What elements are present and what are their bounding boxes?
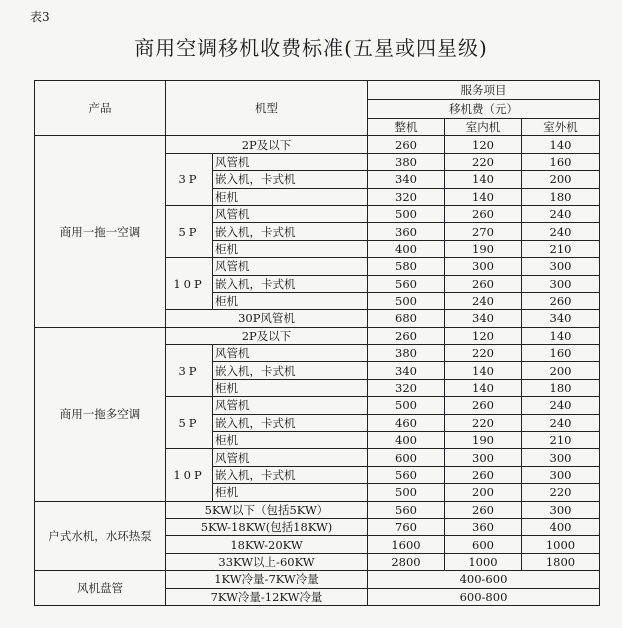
table-row: [35, 571, 600, 588]
model-cell: 嵌入机，卡式机: [213, 466, 368, 483]
model-cell: 5KW-18KW(包括18KW): [166, 518, 368, 535]
value-cell: 140: [445, 362, 522, 379]
model-cell: 30P风管机: [166, 310, 368, 327]
header-model: 机型: [166, 81, 368, 136]
value-cell: 560: [368, 275, 445, 292]
value-cell: 200: [522, 171, 600, 188]
value-cell: 190: [445, 432, 522, 449]
fee-table: [34, 80, 600, 606]
value-cell: 240: [522, 205, 600, 222]
value-cell: 760: [368, 518, 445, 535]
value-cell: 260: [445, 466, 522, 483]
value-cell: 560: [368, 501, 445, 518]
table-label: 表3: [30, 10, 50, 24]
value-cell: 270: [445, 223, 522, 240]
model-cell: 柜机: [213, 484, 368, 501]
model-cell: 33KW以上-60KW: [166, 553, 368, 570]
sub-capacity-cell: 3P: [166, 345, 213, 397]
model-cell: 嵌入机，卡式机: [213, 223, 368, 240]
value-cell: 500: [368, 205, 445, 222]
value-cell: 600: [445, 536, 522, 553]
value-cell: 210: [522, 240, 600, 257]
value-cell: 180: [522, 188, 600, 205]
value-cell: 1000: [445, 553, 522, 570]
value-cell: 1000: [522, 536, 600, 553]
model-cell: 柜机: [213, 379, 368, 396]
value-cell: 120: [445, 136, 522, 153]
model-cell: 风管机: [213, 345, 368, 362]
sub-capacity-cell: 5P: [166, 205, 213, 257]
value-cell: 200: [522, 362, 600, 379]
value-cell: 300: [522, 466, 600, 483]
value-cell: 240: [522, 414, 600, 431]
value-cell: 260: [445, 275, 522, 292]
value-cell: 160: [522, 153, 600, 170]
model-cell: 风管机: [213, 153, 368, 170]
value-cell: 260: [445, 397, 522, 414]
merged-value-cell: 400-600: [368, 571, 600, 588]
value-cell: 600: [368, 449, 445, 466]
value-cell: 120: [445, 327, 522, 344]
table-row: [35, 136, 600, 153]
value-cell: 140: [445, 379, 522, 396]
model-cell: 柜机: [213, 188, 368, 205]
product-cell: 商用一拖多空调: [35, 327, 166, 501]
value-cell: 220: [522, 484, 600, 501]
value-cell: 500: [368, 397, 445, 414]
value-cell: 140: [445, 171, 522, 188]
value-cell: 180: [522, 379, 600, 396]
header-col-outdoor: 室外机: [522, 119, 600, 136]
value-cell: 380: [368, 345, 445, 362]
value-cell: 680: [368, 310, 445, 327]
value-cell: 560: [368, 466, 445, 483]
value-cell: 300: [522, 258, 600, 275]
value-cell: 200: [445, 484, 522, 501]
sub-capacity-cell: 3P: [166, 153, 213, 205]
table-row: [35, 501, 600, 518]
value-cell: 240: [522, 223, 600, 240]
value-cell: 210: [522, 432, 600, 449]
header-col-indoor: 室内机: [445, 119, 522, 136]
product-cell: 风机盘管: [35, 571, 166, 606]
value-cell: 2800: [368, 553, 445, 570]
value-cell: 360: [368, 223, 445, 240]
document-title: 商用空调移机收费标准(五星或四星级): [134, 36, 488, 60]
value-cell: 190: [445, 240, 522, 257]
model-cell: 5KW以下（包括5KW）: [166, 501, 368, 518]
model-cell: 风管机: [213, 258, 368, 275]
value-cell: 400: [368, 432, 445, 449]
value-cell: 400: [522, 518, 600, 535]
value-cell: 1600: [368, 536, 445, 553]
model-cell: 风管机: [213, 397, 368, 414]
value-cell: 500: [368, 484, 445, 501]
value-cell: 400: [368, 240, 445, 257]
value-cell: 340: [522, 310, 600, 327]
model-cell: 2P及以下: [166, 327, 368, 344]
model-cell: 嵌入机，卡式机: [213, 171, 368, 188]
value-cell: 240: [445, 292, 522, 309]
value-cell: 340: [368, 362, 445, 379]
value-cell: 160: [522, 345, 600, 362]
value-cell: 300: [445, 449, 522, 466]
value-cell: 460: [368, 414, 445, 431]
value-cell: 300: [522, 449, 600, 466]
model-cell: 柜机: [213, 432, 368, 449]
value-cell: 140: [522, 136, 600, 153]
value-cell: 320: [368, 188, 445, 205]
value-cell: 260: [522, 292, 600, 309]
value-cell: 260: [368, 136, 445, 153]
value-cell: 300: [445, 258, 522, 275]
header-col-whole: 整机: [368, 119, 445, 136]
value-cell: 260: [368, 327, 445, 344]
header-product: 产品: [35, 81, 166, 136]
model-cell: 风管机: [213, 205, 368, 222]
model-cell: 风管机: [213, 449, 368, 466]
value-cell: 300: [522, 275, 600, 292]
model-cell: 18KW-20KW: [166, 536, 368, 553]
value-cell: 340: [445, 310, 522, 327]
sub-capacity-cell: 5P: [166, 397, 213, 449]
value-cell: 300: [522, 501, 600, 518]
value-cell: 360: [445, 518, 522, 535]
header-service: 服务项目: [368, 81, 600, 100]
value-cell: 240: [522, 397, 600, 414]
value-cell: 260: [445, 205, 522, 222]
header-row-1: [35, 81, 600, 100]
model-cell: 2P及以下: [166, 136, 368, 153]
model-cell: 嵌入机，卡式机: [213, 275, 368, 292]
value-cell: 220: [445, 153, 522, 170]
value-cell: 320: [368, 379, 445, 396]
value-cell: 580: [368, 258, 445, 275]
model-cell: 7KW冷量-12KW冷量: [166, 588, 368, 605]
table-row: [35, 327, 600, 344]
value-cell: 380: [368, 153, 445, 170]
value-cell: 140: [522, 327, 600, 344]
model-cell: 嵌入机，卡式机: [213, 362, 368, 379]
product-cell: 户式水机，水环热泵: [35, 501, 166, 571]
merged-value-cell: 600-800: [368, 588, 600, 605]
product-cell: 商用一拖一空调: [35, 136, 166, 327]
value-cell: 140: [445, 188, 522, 205]
value-cell: 1800: [522, 553, 600, 570]
value-cell: 340: [368, 171, 445, 188]
sub-capacity-cell: 10P: [166, 449, 213, 501]
model-cell: 嵌入机，卡式机: [213, 414, 368, 431]
model-cell: 1KW冷量-7KW冷量: [166, 571, 368, 588]
value-cell: 260: [445, 501, 522, 518]
header-fee: 移机费（元）: [368, 100, 600, 119]
value-cell: 220: [445, 345, 522, 362]
value-cell: 220: [445, 414, 522, 431]
model-cell: 柜机: [213, 240, 368, 257]
sub-capacity-cell: 10P: [166, 258, 213, 310]
model-cell: 柜机: [213, 292, 368, 309]
value-cell: 500: [368, 292, 445, 309]
